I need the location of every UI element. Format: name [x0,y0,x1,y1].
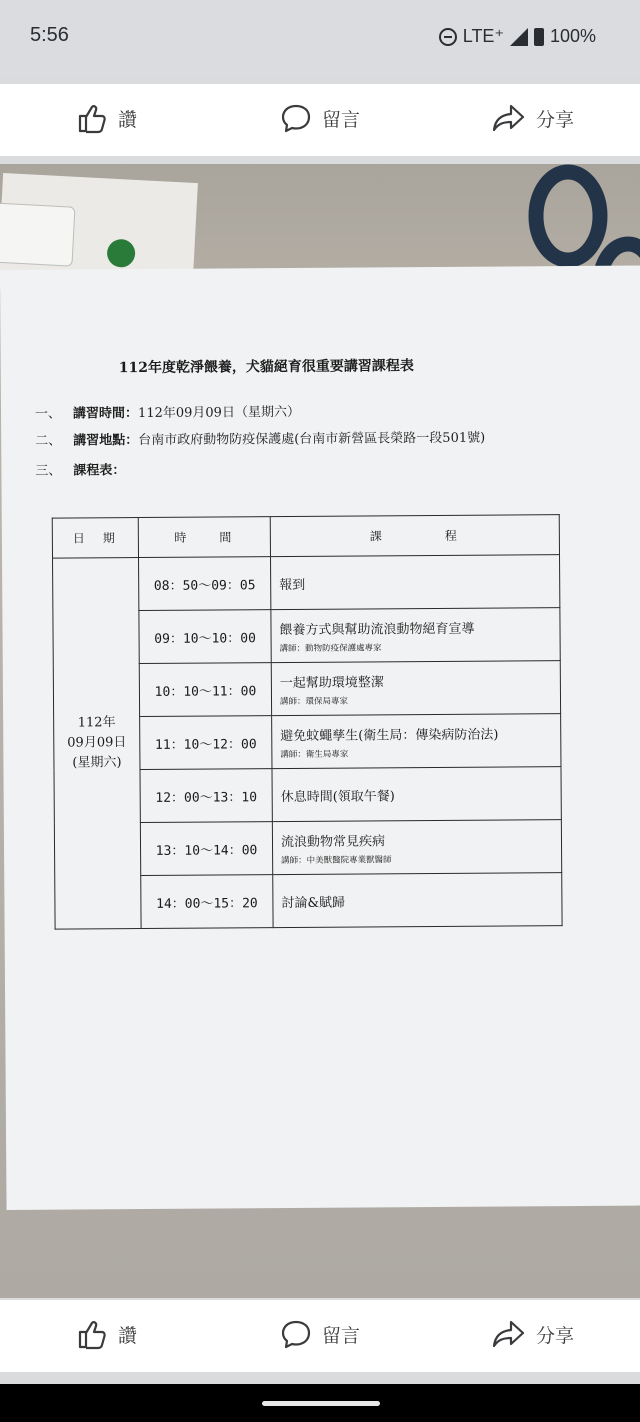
status-icons [439,26,596,47]
info-number: 三、 [35,463,62,479]
like-label: 讚 [118,1324,138,1347]
date-day: 09月09日 [67,735,127,751]
like-label: 讚 [118,108,138,131]
time-cell: 14：00～15：20 [141,875,273,929]
date-weekday: (星期六) [72,755,122,771]
thumbs-up-icon [76,1318,108,1350]
share-arrow-icon [492,1318,526,1350]
info-value: 112年09月09日（星期六） [137,404,300,422]
course-lecturer: 講師：動物防疫保護處專家 [279,642,382,654]
date-cell [53,558,142,930]
info-number: 一、 [34,406,62,422]
course-title: 避免蚊蠅孳生(衛生局：傳染病防治法) [280,727,499,744]
signal-icon [510,28,528,46]
course-title: 一起幫助環境整潔 [279,674,384,691]
course-cell [271,661,560,716]
document-title: 112年度乾淨餵養，犬貓絕育很重要講習課程表 [118,358,414,377]
speech-bubble-icon [280,1318,312,1350]
course-title: 討論&賦歸 [281,895,346,911]
date-year: 112年 [77,715,116,731]
share-label: 分享 [536,1324,575,1347]
comment-button[interactable] [280,1318,360,1350]
status-time: 5:56 [30,24,69,46]
course-cell [272,820,561,875]
header-date: 日 期 [52,518,138,559]
time-cell: 12：00～13：10 [140,769,272,823]
battery-percent: 100% [549,26,596,46]
course-lecturer: 講師：環保局專家 [279,696,349,707]
comment-button[interactable] [280,102,360,134]
time-cell: 08：50～09：05 [139,557,271,611]
bottom-spacer [0,1372,640,1384]
home-gesture-handle[interactable] [262,1401,380,1406]
course-title: 餵養方式與幫助流浪動物絕育宣導 [279,621,475,638]
info-label: 講習時間： [72,406,139,422]
course-lecturer: 講師：中美獸醫院專業獸醫師 [281,854,392,866]
network-label: LTE⁺ [462,26,504,46]
info-line-venue [35,427,485,449]
system-nav-bar [0,1384,640,1422]
course-cell [272,767,561,822]
do-not-disturb-icon [439,28,457,46]
course-lecturer: 講師：衛生局專家 [280,749,349,760]
time-cell: 13：10～14：00 [140,822,272,876]
post-action-bar-top [0,84,640,156]
header-course: 課 程 [270,515,559,557]
course-cell [273,873,562,928]
thumbs-up-icon [76,102,108,134]
like-button[interactable] [76,102,137,134]
course-cell [272,714,561,769]
post-action-bar-bottom [0,1300,640,1372]
post-photo[interactable] [0,164,640,1298]
like-button[interactable] [76,1318,137,1350]
course-cell [271,555,560,610]
info-value: 台南市政府動物防疫保護處(台南市新營區長榮路一段501號) [138,430,486,449]
info-label: 講習地點： [73,433,139,449]
share-button[interactable] [492,102,574,134]
course-title: 休息時間(領取午餐) [280,788,395,805]
status-bar [0,0,640,76]
schedule-table [52,514,563,930]
share-label: 分享 [536,108,575,131]
table-header-row [52,515,559,559]
info-line-time [35,401,300,422]
time-cell: 09：10～10：00 [139,610,271,664]
header-time: 時 間 [138,517,270,558]
time-cell: 10：10～11：00 [139,663,271,717]
course-title: 流浪動物常見疾病 [280,833,386,850]
course-cell [271,608,560,663]
background-card [0,203,75,267]
info-line-schedule [35,459,125,479]
table-row [53,555,560,612]
battery-icon [534,28,544,46]
time-cell: 11：10～12：00 [140,716,272,770]
info-label: 課程表： [73,463,126,479]
tree-logo-icon [106,239,135,268]
share-arrow-icon [492,102,526,134]
speech-bubble-icon [280,102,312,134]
comment-label: 留言 [322,108,361,131]
info-number: 二、 [35,433,62,449]
share-button[interactable] [492,1318,574,1350]
comment-label: 留言 [322,1324,361,1347]
course-title: 報到 [279,577,306,593]
schedule-document [0,266,640,1210]
